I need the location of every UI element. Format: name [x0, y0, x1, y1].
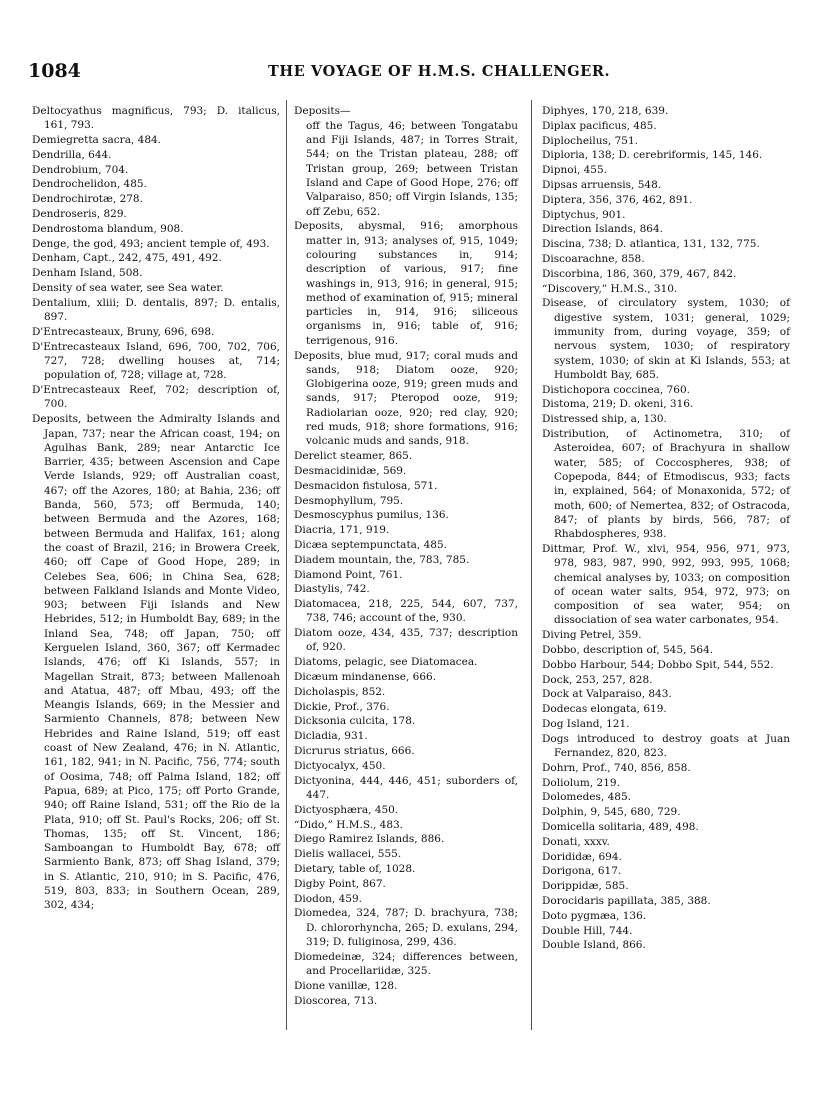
index-entry: Dohrn, Prof., 740, 856, 858.	[542, 761, 691, 774]
index-entry: Denham, Capt., 242, 475, 491, 492.	[32, 252, 222, 265]
index-entry: Diodon, 459.	[294, 892, 362, 905]
index-entry: Deposits—	[294, 105, 351, 117]
index-entry: Distribution, of Actinometra, 310; of Asteroidea, 607; of Brachyura in shallow water, 585; of Coccospheres, 938; of Copepoda, 844; of Etmodiscus, 933; facts in, explained, 564; of Monaxonida, 572; of moth, 600; of Nemertea, 832; of Ostracoda, 847; of plants by birds, 566, 787; of Rhabdospheres, 938.	[542, 428, 790, 541]
index-entry: Dicksonia culcita, 178.	[294, 715, 416, 728]
index-entry: Dipsas arruensis, 548.	[542, 178, 662, 191]
index-entry: Dicæa septempunctata, 485.	[294, 538, 447, 551]
index-entry: Dolomedes, 485.	[542, 791, 631, 804]
index-entry: D'Entrecasteaux Island, 696, 700, 702, 706, 727, 728; dwelling houses at, 714; population of, 728; village at, 728.	[32, 340, 280, 382]
index-entry: Dendrilla, 644.	[32, 148, 112, 161]
index-entry: Dog Island, 121.	[542, 717, 630, 730]
index-entry: Discoarachne, 858.	[542, 252, 645, 265]
index-entry: Dicladia, 931.	[294, 730, 368, 743]
index-entry: Dioscorea, 713.	[294, 994, 378, 1007]
index-entry: Digby Point, 867.	[294, 877, 386, 890]
page-header	[28, 60, 803, 84]
index-entry: Deposits, between the Admiralty Islands and Japan, 737; near the African coast, 194; on Agulhas Bank, 289; near Antarctic Ice Barrier, 435; between Ascension and Cape Verde Islands, 929; off Australian coast, 467; off the Azores, 180; at Bahia, 236; off Banda, 560, 573; off Bermuda, 140; between Bermuda and the Azores, 168; between Bermuda and Halifax, 161; along the coast of Brazil, 216; in Browera Creek, 460; off Cape of Good Hope, 289; in Celebes Sea, 606; in China Sea, 628; between Falkland Islands and Monte Video, 903; between Fiji Islands and New Hebrides, 512; in Humboldt Bay, 689; in the Inland Sea, 748; off Japan, 750; off Kerguelen Island, 360, 367; off Kermadec Islands, 476; off Ki Islands, 557; in Magellan Strait, 873; between Mallenoah and Atatua, 487; off Mbau, 493; off the Meangis Islands, 669; in the Messier and Sarmiento Channels, 878; between New Hebrides and Raine Island, 519; off east coast of New Zealand, 476; in N. Atlantic, 161, 182, 941; in N. Pacific, 756, 774; south of Oosima, 748; off Palma Island, 182; off Papua, 689; at Pico, 175; off Porto Grande, 940; off Raine Island, 531; off the Rio de la Plata, 910; off St. Paul's Rocks, 206; off St. Thomas, 135; off St. Vincent, 186; Samboangan to Humboldt Bay, 678; off Sarmiento Bank, 873; off Shag Island, 379; in S. Atlantic, 210, 910; in S. Pacific, 476, 519, 803, 833; in Southern Ocean, 289, 302, 434;	[32, 413, 280, 912]
index-entry: Dictyocalyx, 450.	[294, 759, 386, 772]
index-entry: Diatomacea, 218, 225, 544, 607, 737, 738, 746; account of the, 930.	[294, 598, 518, 625]
index-entry: Doliolum, 219.	[542, 776, 620, 789]
index-entry: Deltocyathus magnificus, 793; D. italicus, 161, 793.	[32, 105, 280, 132]
index-entry: Dorocidaris papillata, 385, 388.	[542, 895, 711, 908]
index-entry: Dorippidæ, 585.	[542, 880, 629, 893]
index-entry: Denham Island, 508.	[32, 267, 143, 280]
column-rule-right	[531, 100, 532, 1030]
index-entry: Diadem mountain, the, 783, 785.	[294, 553, 470, 566]
index-entry: Diamond Point, 761.	[294, 568, 403, 581]
index-entry: Dobbo, description of, 545, 564.	[542, 643, 714, 656]
index-entry: Dittmar, Prof. W., xlvi, 954, 956, 971, 973, 978, 983, 987, 990, 992, 993, 995, 1068; chemical analyses by, 1033; on composition of ocean water salts, 954, 972, 973; on composition of sea water, 954; on dissociation of sea water carbonates, 954.	[542, 542, 790, 627]
index-entry: Dicrurus striatus, 666.	[294, 745, 415, 758]
index-entry: Disease, of circulatory system, 1030; of digestive system, 1031; general, 1029; immunity from, during voyage, 359; of nervous system, 1030; of respiratory system, 1030; of skin at Ki Islands, 553; at Humboldt Bay, 685.	[542, 297, 790, 381]
index-entry: Desmophyllum, 795.	[294, 494, 404, 507]
index-entry: Donati, xxxv.	[542, 835, 610, 848]
index-entry: Dietary, table of, 1028.	[294, 862, 416, 875]
index-entry: Double Island, 866.	[542, 939, 646, 952]
index-entry: Diplax pacificus, 485.	[542, 119, 657, 132]
index-entry: Density of sea water, see Sea water.	[32, 282, 224, 295]
index-entry: Dolphin, 9, 545, 680, 729.	[542, 806, 681, 819]
index-column-2	[294, 104, 518, 1008]
index-entry: Discina, 738; D. atlantica, 131, 132, 775.	[542, 238, 760, 251]
index-entry: Dipnoi, 455.	[542, 164, 607, 177]
index-entry: Dentalium, xliii; D. dentalis, 897; D. entalis, 897.	[32, 296, 280, 324]
index-entry: Demiegretta sacra, 484.	[32, 134, 162, 147]
index-entry: Diptera, 356, 376, 462, 891.	[542, 193, 693, 206]
index-entry: Discorbina, 186, 360, 379, 467, 842.	[542, 267, 737, 280]
index-entry: Diploria, 138; D. cerebriformis, 145, 146.	[542, 149, 763, 162]
page-number: 1084	[28, 60, 81, 82]
index-entry: Dione vanillæ, 128.	[294, 979, 398, 992]
index-entry: Dendrostoma blandum, 908.	[32, 222, 184, 235]
index-entry: Dogs introduced to destroy goats at Juan Fernandez, 820, 823.	[542, 732, 790, 760]
index-entry: Diving Petrel, 359.	[542, 629, 642, 642]
running-title: THE VOYAGE OF H.M.S. CHALLENGER.	[268, 63, 611, 80]
index-entry: Distichopora coccinea, 760.	[542, 383, 690, 396]
index-entry: Desmacidon fistulosa, 571.	[294, 479, 438, 492]
index-entry: Doto pygmæa, 136.	[542, 909, 647, 922]
index-entry: Double Hill, 744.	[542, 924, 633, 937]
index-entry: Diphyes, 170, 218, 639.	[542, 105, 669, 117]
index-entry: Dickie, Prof., 376.	[294, 700, 390, 713]
index-entry: Dodecas elongata, 619.	[542, 703, 667, 716]
index-entry: Distressed ship, a, 130.	[542, 413, 667, 426]
index-entry: Dendrochirotæ, 278.	[32, 193, 143, 206]
index-entry: Distoma, 219; D. okeni, 316.	[542, 398, 694, 411]
index-entry: Dock, 253, 257, 828.	[542, 673, 653, 686]
index-entry: Desmoscyphus pumilus, 136.	[294, 509, 449, 522]
index-entry: Dictyosphæra, 450.	[294, 803, 399, 816]
index-entry: D'Entrecasteaux Reef, 702; description of, 700.	[32, 384, 280, 411]
index-entry: Diacria, 171, 919.	[294, 524, 390, 537]
index-entry: Dobbo Harbour, 544; Dobbo Spit, 544, 552.	[542, 658, 774, 671]
index-entry: Diatom ooze, 434, 435, 737; description of, 920.	[294, 627, 518, 654]
index-entry: Diatoms, pelagic, see Diatomacea.	[294, 656, 478, 669]
index-entry: Dorigona, 617.	[542, 865, 622, 878]
index-entry: Domicella solitaria, 489, 498.	[542, 821, 699, 834]
index-entry: Diptychus, 901.	[542, 208, 626, 221]
index-entry: Desmacidinidæ, 569.	[294, 464, 407, 477]
index-entry: Direction Islands, 864.	[542, 223, 663, 236]
index-entry: Diomedeinæ, 324; differences between, and Procellariidæ, 325.	[294, 950, 518, 978]
column-rule-left	[286, 100, 287, 1030]
index-entry: Dock at Valparaiso, 843.	[542, 688, 672, 701]
index-entry: Diastylis, 742.	[294, 583, 370, 596]
index-entry: Dendrochelidon, 485.	[32, 178, 147, 191]
index-entry: D'Entrecasteaux, Bruny, 696, 698.	[32, 325, 215, 338]
index-column-1	[32, 104, 280, 913]
index-entry: “Dido,” H.M.S., 483.	[294, 818, 404, 831]
index-entry: Dorididæ, 694.	[542, 850, 622, 863]
index-entry: Denge, the god, 493; ancient temple of, 493.	[32, 237, 270, 250]
index-column-3	[542, 104, 790, 953]
index-entry: Dictyonina, 444, 446, 451; suborders of, 447.	[294, 774, 518, 801]
index-entry: Deposits, abysmal, 916; amorphous matter in, 913; analyses of, 915, 1049; colouring substances in, 914; description of various, 917; fine washings in, 913, 916; in general, 915; method of examination of, 915; mineral particles in, 914, 916; siliceous organisms in, 916; table of, 916; terrigenous, 916.	[294, 220, 518, 347]
index-entry: Diego Ramirez Islands, 886.	[294, 833, 445, 846]
index-entry: “Discovery,” H.M.S., 310.	[542, 282, 678, 295]
index-entry: Dicæum mindanense, 666.	[294, 671, 437, 684]
index-entry: Dendrobium, 704.	[32, 163, 129, 176]
index-entry: Diomedea, 324, 787; D. brachyura, 738; D. chlororhyncha, 265; D. exulans, 294, 319; D. fuliginosa, 299, 436.	[294, 907, 518, 948]
index-entry: Deposits, blue mud, 917; coral muds and sands, 918; Diatom ooze, 920; Globigerina ooze, 919; green muds and sands, 917; Pteropod ooze, 919; Radiolarian ooze, 920; red clay, 920; red muds, 918; shore formations, 916; volcanic muds and sands, 918.	[294, 349, 518, 448]
index-entry: Dicholaspis, 852.	[294, 685, 386, 698]
index-entry: Derelict steamer, 865.	[294, 450, 413, 463]
index-entry: Diplocheilus, 751.	[542, 134, 638, 147]
index-entry: Dendroseris, 829.	[32, 208, 127, 221]
index-entry: off the Tagus, 46; between Tongatabu and Fiji Islands, 487; in Torres Strait, 544; on the Tristan plateau, 288; off Tristan group, 269; between Tristan Island and Cape of Good Hope, 276; off Valparaiso, 850; off Virgin Islands, 135; off Zebu, 652.	[306, 119, 518, 218]
index-entry: Dielis wallacei, 555.	[294, 848, 402, 861]
